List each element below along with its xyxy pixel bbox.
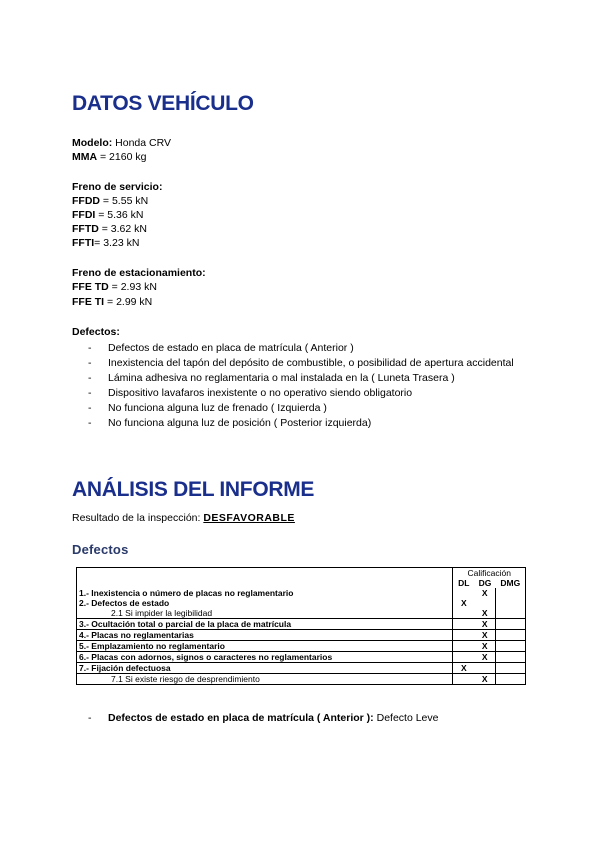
final-verdict: - Defectos de estado en placa de matrícula ( Anterior ): Defecto Leve bbox=[88, 712, 439, 724]
list-item: - Defectos de estado en placa de matrícula ( Anterior ) bbox=[88, 342, 354, 354]
table-header: Calificación bbox=[453, 568, 525, 579]
result-line bbox=[72, 511, 295, 525]
table-row: 5.- Emplazamiento no reglamentario X bbox=[77, 641, 526, 652]
list-item: - Lámina adhesiva no reglamentaria o mal instalada en la ( Luneta Trasera ) bbox=[88, 372, 455, 384]
table-row: 6.- Placas con adornos, signos o caracteres no reglamentarios X bbox=[77, 652, 526, 663]
table-row: 4.- Placas no reglamentarias X bbox=[77, 630, 526, 641]
vehicle-heading: DATOS VEHÍCULO bbox=[72, 92, 254, 115]
ffdi-line: FFDI = 5.36 kN bbox=[72, 209, 144, 221]
ffeti-line: FFE TI = 2.99 kN bbox=[72, 296, 153, 308]
defects-list bbox=[88, 341, 528, 431]
ffti-line: FFTI= 3.23 kN bbox=[72, 237, 140, 249]
col-dmg: DMG bbox=[500, 578, 521, 588]
analysis-heading: ANÁLISIS DEL INFORME bbox=[72, 478, 315, 501]
mma-label: MMA bbox=[72, 151, 98, 163]
table-row: 7.1 Si existe riesgo de desprendimiento X bbox=[77, 674, 526, 685]
ffdd-line: FFDD = 5.55 kN bbox=[72, 195, 149, 207]
model-line bbox=[72, 136, 171, 150]
table-row: 3.- Ocultación total o parcial de la placa de matrícula X bbox=[77, 619, 526, 630]
service-brake-title: Freno de servicio: bbox=[72, 181, 163, 193]
table-row: 2.1 Si impider la legibilidad X bbox=[77, 608, 526, 619]
ffetd-line: FFE TD = 2.93 kN bbox=[72, 281, 157, 293]
parking-brake-title: Freno de estacionamiento: bbox=[72, 267, 206, 279]
model-label: Modelo: bbox=[72, 137, 113, 149]
final-defect-label: Defectos de estado en placa de matrícula ( Anterior ): bbox=[108, 712, 374, 724]
result-label: Resultado de la inspección: bbox=[72, 512, 201, 524]
col-dl: DL bbox=[453, 578, 474, 588]
list-item: - Inexistencia del tapón del depósito de combustible, o posibilidad de apertura accidental bbox=[88, 357, 514, 369]
list-item: - Dispositivo lavafaros inexistente o no operativo siendo obligatorio bbox=[88, 387, 413, 399]
table-row: 7.- Fijación defectuosa X bbox=[77, 663, 526, 674]
qualification-table bbox=[76, 567, 526, 685]
mma-value: = 2160 kg bbox=[100, 151, 147, 163]
fftd-line: FFTD = 3.62 kN bbox=[72, 223, 147, 235]
list-item: - No funciona alguna luz de posición ( Posterior izquierda) bbox=[88, 417, 372, 429]
mma-line bbox=[72, 150, 146, 164]
model-value: Honda CRV bbox=[115, 137, 172, 149]
result-value: DESFAVORABLE bbox=[203, 512, 295, 524]
defects-subheading: Defectos bbox=[72, 542, 129, 557]
defects-title: Defectos: bbox=[72, 326, 120, 338]
final-defect-value: Defecto Leve bbox=[376, 712, 439, 724]
list-item: - No funciona alguna luz de frenado ( Izquierda ) bbox=[88, 402, 327, 414]
col-dg: DG bbox=[478, 578, 492, 588]
table-row: 2.- Defectos de estado X bbox=[77, 598, 526, 608]
table-row: 1.- Inexistencia o número de placas no reglamentario X bbox=[77, 588, 526, 598]
